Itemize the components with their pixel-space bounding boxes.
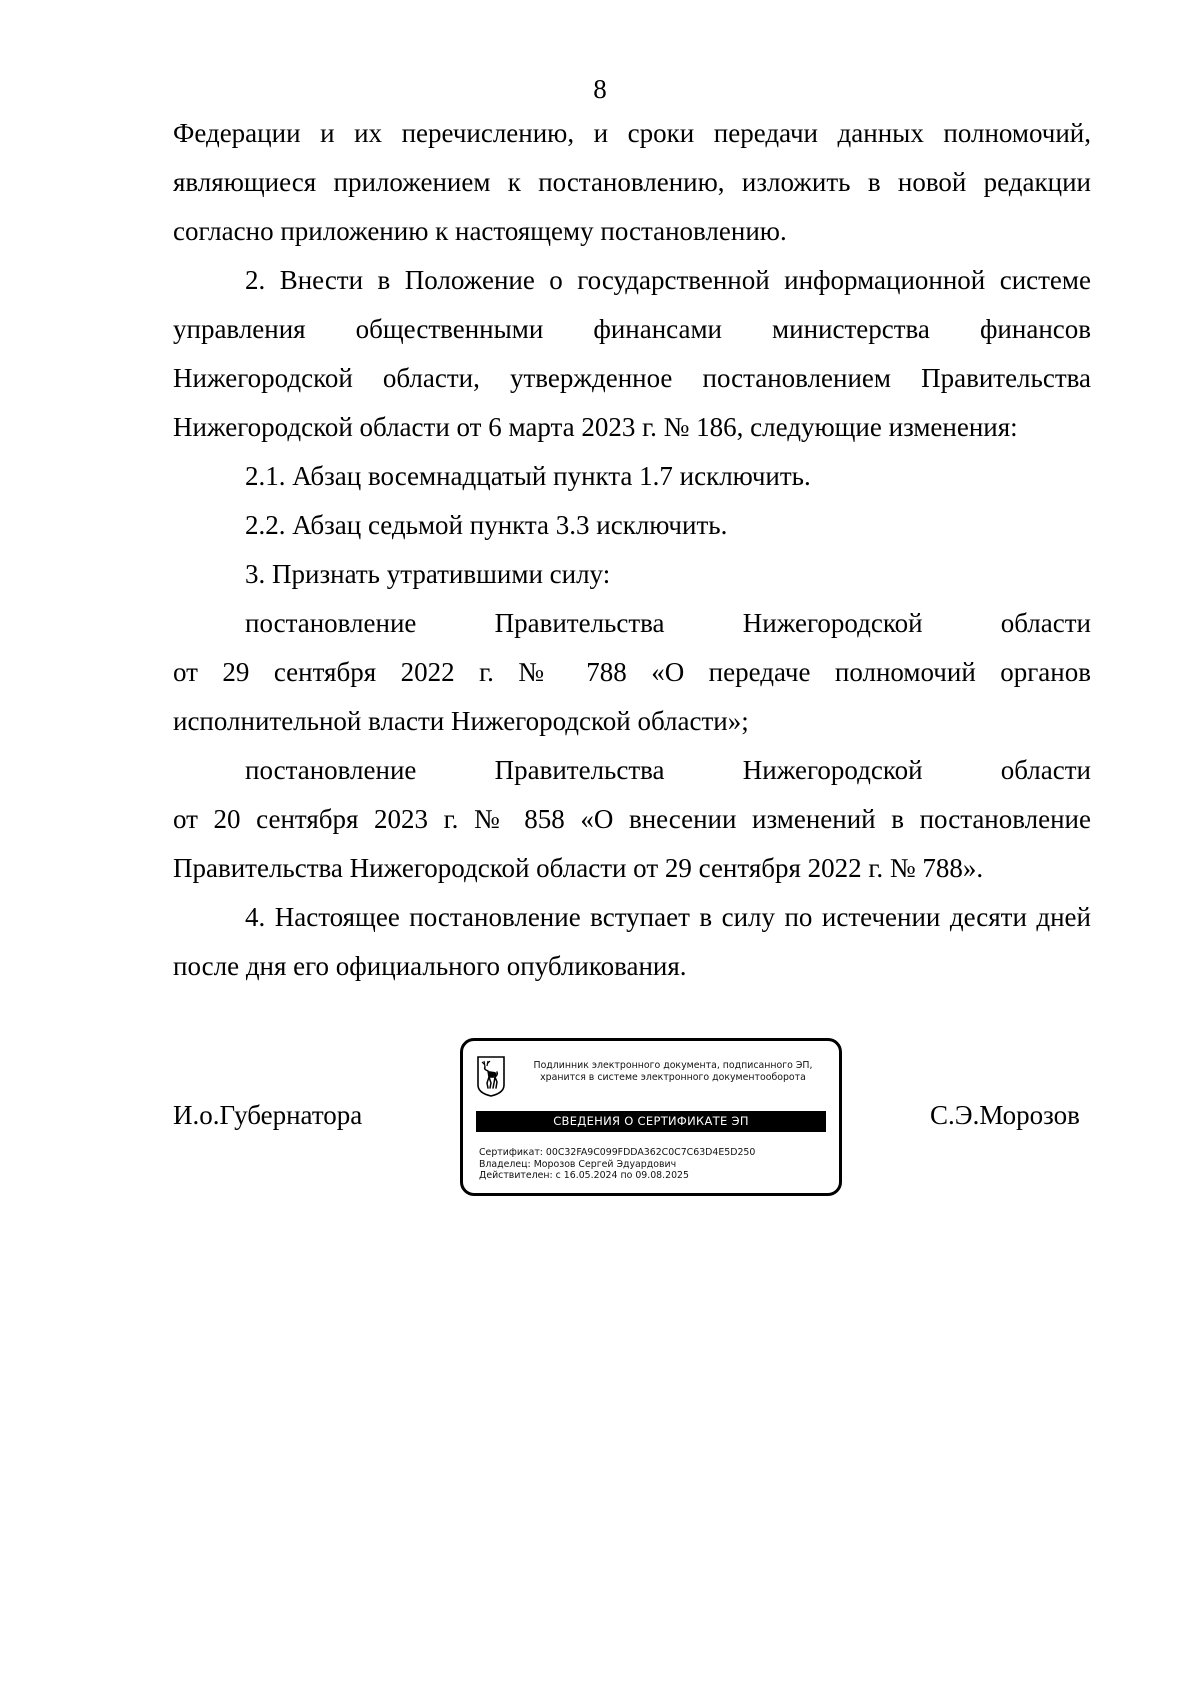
paragraph-item-2-1: 2.1. Абзац восемнадцатый пункта 1.7 исключить. <box>245 461 811 491</box>
paragraph-item-3-b-first-line: постановление Правительства Нижегородской области <box>245 755 1091 785</box>
paragraph-intro-continuation: Федерации и их перечислению, и сроки передачи данных полномочий, являющиеся приложением к постановлению, изложить в новой редакции согласно приложению к настоящему постановлению. <box>173 118 1091 246</box>
stamp-header-line-2: хранится в системе электронного документооборота <box>540 1072 806 1083</box>
paragraph-item-3-a-rest: от 29 сентября 2022 г. № 788 «О передаче полномочий органов исполнительной власти Нижегородской области»; <box>173 657 1091 736</box>
certificate-info-bar: СВЕДЕНИЯ О СЕРТИФИКАТЕ ЭП <box>476 1111 826 1132</box>
paragraph-item-4: 4. Настоящее постановление вступает в силу по истечении десяти дней после дня его официального опубликования. <box>173 902 1091 981</box>
paragraph-item-2: 2. Внести в Положение о государственной информационной системе управления общественными финансами министерства финансов Нижегородской области, утвержденное постановлением Правительства Нижегородской области от 6 марта 2023 г. № 186, следующие изменения: <box>173 265 1091 442</box>
deer-emblem-icon <box>476 1055 506 1097</box>
paragraph-item-2-2: 2.2. Абзац седьмой пункта 3.3 исключить. <box>245 510 728 540</box>
certificate-serial: Сертификат: 00C32FA9C099FDDA362C0C7C63D4E5D250 <box>479 1147 756 1158</box>
certificate-details <box>479 1147 829 1182</box>
paragraph-item-3-b-rest: от 20 сентября 2023 г. № 858 «О внесении изменений в постановление Правительства Нижегородской области от 29 сентября 2022 г. № 788». <box>173 804 1091 883</box>
page-number: 8 <box>593 74 607 104</box>
stamp-header-line-1: Подлинник электронного документа, подписанного ЭП, <box>533 1060 813 1071</box>
paragraph-item-3: 3. Признать утратившими силу: <box>245 559 611 589</box>
document-body <box>173 109 1091 991</box>
stamp-header-text <box>513 1060 833 1084</box>
certificate-owner: Владелец: Морозов Сергей Эдуардович <box>479 1158 677 1170</box>
signatory-name: С.Э.Морозов <box>930 1100 1080 1130</box>
paragraph-item-3-a-first-line: постановление Правительства Нижегородской области <box>245 608 1091 638</box>
electronic-signature-stamp <box>460 1038 842 1196</box>
certificate-validity: Действителен: с 16.05.2024 по 09.08.2025 <box>479 1170 689 1181</box>
signatory-position: И.о.Губернатора <box>173 1100 363 1130</box>
signature-block <box>0 1038 1200 1206</box>
